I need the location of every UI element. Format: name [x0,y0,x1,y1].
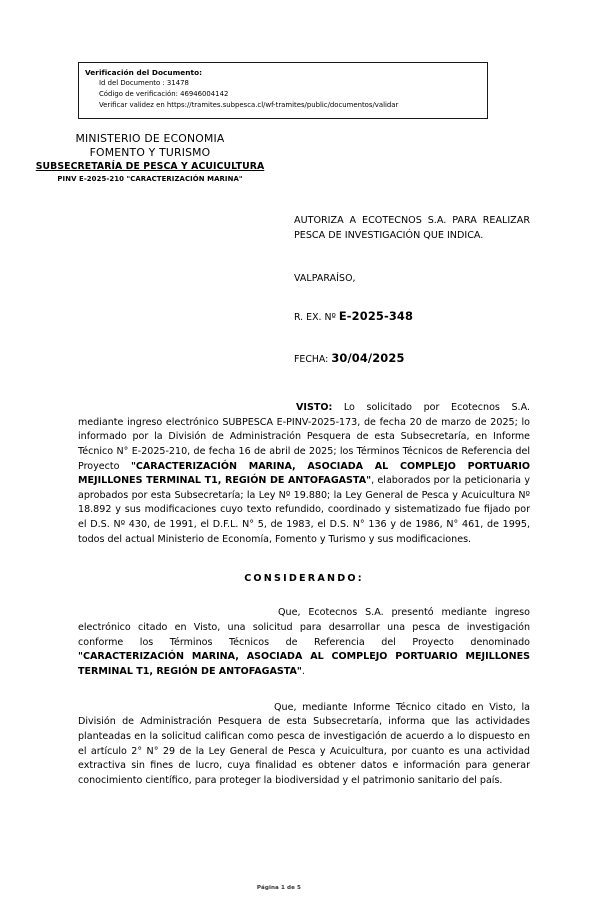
verification-box [78,62,488,119]
resolution-place: VALPARAÍSO, [294,273,356,285]
resolution-title: AUTORIZA A ECOTECNOS S.A. PARA REALIZAR PESCA DE INVESTIGACIÓN QUE INDICA. [294,215,530,242]
resolution-number-value: E-2025-348 [338,309,414,324]
paragraph-considerando-2: Que, mediante Informe Técnico citado en Visto, la División de Administración Pesquera de esta Subsecretaría, informa que las actividades planteadas en la solicitud califican como pesca de investigación de acuerdo a lo dispuesto en el artículo 2° N° 29 de la Ley General de Pesca y Acuicultura, por cuanto es una actividad extractiva sin fines de lucro, cuya finalidad es obtener datos e información para generar conocimiento científico, para proteger la biodiversidad y el patrimonio sanitario del país. [78,701,530,786]
considerando-1-project-name: "CARACTERIZACIÓN MARINA, ASOCIADA AL COMPLEJO PORTUARIO MEJILLONES TERMINAL T1, REGIÓN DE ANTOFAGASTA" [78,651,530,677]
resolution-date [294,351,530,365]
ministry-line-2: FOMENTO Y TURISMO [89,145,211,159]
considerando-1-text-part-1: Que, Ecotecnos S.A. presentó mediante ingreso electrónico citado en Visto, una solicitud para desarrollar una pesca de investigación conforme los Términos Técnicos de Referencia del Proyecto denominado [78,607,530,648]
verification-item-document-id: Id del Documento : 31478 [99,78,481,89]
considerando-1-text-part-2: . [301,665,305,677]
ministry-line-1: MINISTERIO DE ECONOMIA [75,132,225,145]
resolution-date-value: 30/04/2025 [331,351,405,366]
visto-text-part-2: , elaborados por la peticionaria y aprobados por esta Subsecretaría; la Ley Nº 19.880; la Ley General de Pesca y Acuicultura Nº 18.892 y sus modificaciones cuyo texto refundido, coordinado y sistematizado fue fijado por el D.S. Nº 430, de 1991, el D.F.L. N° 5, de 1983, el D.S. N° 136 y de 1986, N° 461, de 1995, todos del actual Ministerio de Economía, Fomento y Turismo y sus modificaciones. [78,475,531,545]
page-footer [0,874,600,893]
subsecretaria-name: SUBSECRETARÍA DE PESCA Y ACUICULTURA [35,160,265,172]
considerando-heading: CONSIDERANDO: [244,573,364,585]
resolution-number [294,309,530,323]
resolution-number-label: R. EX. Nº [294,312,339,324]
page-number-label: Página 1 de 5 [256,885,302,891]
spacer-before-considerando [78,547,530,573]
document-body [78,401,530,788]
verification-item-code: Código de verificación: 46946004142 [99,89,481,100]
project-reference: PINV E-2025-210 "CARACTERIZACIÓN MARINA" [57,174,243,183]
resolution-date-label: FECHA: [294,354,332,366]
paragraph-considerando-1 [78,606,530,679]
visto-project-name: "CARACTERIZACIÓN MARINA, ASOCIADA AL COMPLEJO PORTUARIO MEJILLONES TERMINAL T1, REGIÓN DE ANTOFAGASTA" [78,460,530,487]
visto-text-part-1: Lo solicitado por Ecotecnos S.A. mediante ingreso electrónico SUBPESCA E-PINV-2025-173, de fecha 20 de marzo de 2025; lo informado por la División de Administración Pesquera de esta Subsecretaría, en Informe Técnico N° E-2025-210, de fecha 16 de abril de 2025; los Términos Técnicos de Referencia del Proyecto [78,402,530,472]
spacer-after-considerando [78,584,530,606]
paragraph-visto [78,401,530,547]
verification-item-list [85,78,481,112]
spacer-between-considerandos [78,680,530,701]
verification-item-url: Verificar validez en https://tramites.subpesca.cl/wf-tramites/public/documentos/validar [99,100,481,111]
verification-box-title: Verificación del Documento: [85,68,203,77]
visto-label: VISTO: [296,402,333,413]
resolution-header-column [294,213,530,365]
institutional-header [22,132,278,183]
